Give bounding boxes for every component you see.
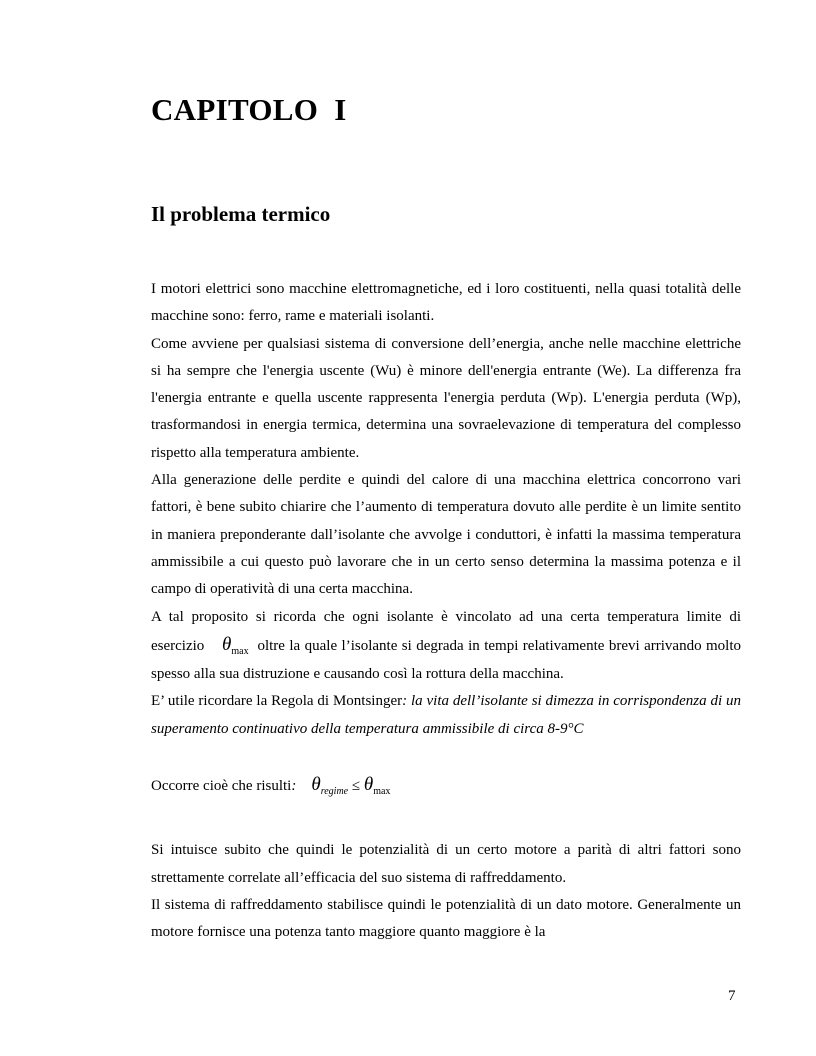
section-title: Il problema termico [151,202,331,226]
body-text [151,276,741,947]
paragraph-intro: I motori elettrici sono macchine elettromagnetiche, ed i loro costituenti, nella quasi totalità delle macchine sono: ferro, rame e materiali isolanti. [151,281,741,325]
page-number: 7 [728,988,736,1004]
paragraph-insulation-limit [151,604,741,689]
theta-symbol: θ [222,633,232,655]
theta-regime-symbol: θ [311,774,321,796]
paragraph-losses: Alla generazione delle perdite e quindi del calore di una macchina elettrica concorrono vari fattori, è bene subito chiarire che l’aumento di temperatura dovuto alle perdite è un limite sentito in maniera preponderante dall’isolante che avvolge i conduttori, è infatti la massima temperatura ammissibile a cui questo può lavorare che in un certo senso determina la massima potenza e il campo di operatività di una certa macchina. [151,472,741,598]
chapter-title: CAPITOLO I [151,92,347,127]
paragraph-cooling-correlation: Si intuisce subito che quindi le potenzialità di un certo motore a parità di altri fattori sono strettamente correlate all’efficacia del suo sistema di raffreddamento. [151,842,741,886]
insulation-text-before: A tal proposito si ricorda che ogni isolante è vincolato ad una certa temperatura limite di esercizio [151,608,741,654]
equation-line [151,771,741,801]
paragraph-energy: Come avviene per qualsiasi sistema di conversione dell’energia, anche nelle macchine elettriche si ha sempre che l'energia uscente (Wu) è minore dell'energia entrante (We). La differenza fra l'energia entrante e quella uscente rappresenta l'energia perduta (Wp). L'energia perduta (Wp), trasformandosi in energia termica, determina una sovraelevazione di temperatura del complesso rispetto alla temperatura ambiente. [151,335,741,461]
equation-colon: : [291,778,297,795]
paragraph-cooling-system: Il sistema di raffreddamento stabilisce quindi le potenzialità di un dato motore. Generalmente un motore fornisce una potenza tanto maggiore quanto maggiore è la [151,896,741,941]
theta-max-symbol: θ [363,774,374,796]
theta-max-subscript-2: max [373,786,391,798]
theta-regime-subscript: regime [320,786,349,798]
montsinger-intro: E’ utile ricordare la Regola di Montsinger [151,693,403,710]
equation-label: Occorre cioè che risulti [151,778,292,795]
montsinger-rule: : la vita dell’isolante si dimezza in corrispondenza di un superamento continuativo della temperatura ammissibile di circa 8-9°C [151,693,741,737]
leq-symbol: ≤ [351,778,361,795]
theta-max-subscript: max [231,645,249,657]
paragraph-montsinger [151,688,741,743]
insulation-text-after: oltre la quale l’isolante si degrada in tempi relativamente brevi arrivando molto spesso alla sua distruzione e causando così la rottura della macchina. [151,637,741,683]
